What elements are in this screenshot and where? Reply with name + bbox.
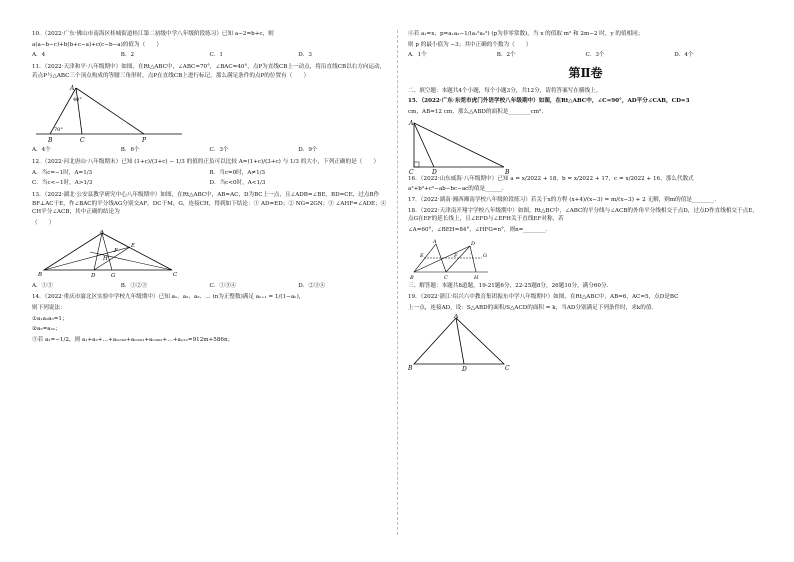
q11-options xyxy=(32,146,387,155)
q15-figure xyxy=(408,119,518,175)
q13-label-d: D xyxy=(91,272,96,279)
q11-stem: 11．（2022·天津和平·八年级期中）如图，在Rt△ABC中，∠ABC=70°，∠BAC=40°，点P为直线CB上一动点，将沿直线CB以右方向运动，若点P与△ABC三个顶点构成的等腰三角形时，点P在直线CB上进行标记，那么满足条件的点P的位置有（ ） xyxy=(32,63,386,79)
q13-option-b[interactable]: B．①②③ xyxy=(120,282,148,289)
q11-option-d[interactable]: D．9个 xyxy=(298,147,318,154)
q14-item-3: ③若 a₁=−1/2，则 a₁+a₂+…+aₘ₆₀₀+aₘ₆₀₁+aₘ₆₀₂+…+aₙ₂ₙ=912m+586n； xyxy=(32,336,234,343)
question-15 xyxy=(408,97,763,174)
question-10 xyxy=(32,30,387,60)
question-12 xyxy=(32,158,387,188)
q16-stem: 16．（2022·山东威海·八年级期中）已知 a = x/2022 + 18，b = x/2022 + 17，c = x/2022 + 16，那么代数式 xyxy=(408,175,694,182)
question-13 xyxy=(32,191,387,290)
q18-label-a: A xyxy=(433,239,437,246)
q18-label-e: E xyxy=(420,253,424,260)
q12-stem: 12．（2022·河北唐山·八年级期末）已知 (1+c)/(3+c) − 1/3 的值的正负可以比较 A=(1+c)/(3+c) 与 1/3 的大小，下列正确的是（ ） xyxy=(32,158,380,165)
q13-label-b: B xyxy=(38,271,43,278)
q10-option-b[interactable]: B．2 xyxy=(120,52,135,59)
q19-label-a: A xyxy=(454,314,459,321)
q15-label-d: D xyxy=(432,168,437,175)
question-14-continued xyxy=(408,30,763,60)
q15-stem: 15．（2022·广东·东莞市虎门外语学校八年级期中）如图，在Rt△ABC中，∠C=90°，AD平分∠CAB，CD=3 xyxy=(408,98,690,105)
q13-figure xyxy=(32,230,192,280)
q14-options xyxy=(408,51,763,60)
q19-stem: 19．（2022·浙江·绍兴六中教育集团振东中学八年级期中）如图，在Rt△ABC中，AB=6，AC=5，点D是BC xyxy=(408,294,679,301)
q14-item-1: ①a₁a₂a₃=1； xyxy=(32,315,68,322)
q13-label-g: G xyxy=(111,272,116,279)
q19-label-d: D xyxy=(462,366,467,373)
section-title: 第Ⅱ卷 xyxy=(568,65,603,80)
q14-stem: 14．（2022·重庆市渝北区实验中学校九年级期中）已知 a₁、a₂、a₃、… (n为正整数)满足 aₙ₊₁ = 1/(1−aₙ)， xyxy=(32,294,305,301)
q12-options xyxy=(32,169,387,188)
q10-option-a[interactable]: A．4 xyxy=(32,52,46,59)
q13-label-f: F xyxy=(114,247,118,254)
q18-label-h: H xyxy=(474,275,479,282)
q15-line2: cm，AB=12 cm，那么△ABD的面积是________cm². xyxy=(408,108,544,115)
part3-heading: 三、解答题：本题共8道题，19-21题6分，22-25题8分，26题10分，满分60分. xyxy=(408,283,609,290)
q13-label-a: A xyxy=(100,229,104,235)
column-divider xyxy=(397,30,398,535)
question-18 xyxy=(408,207,763,283)
q11-label-70: 70° xyxy=(54,127,63,134)
right-column xyxy=(408,30,763,372)
q15-label-c: C xyxy=(409,168,414,175)
q16-line2: a²+b²+c²−ab−bc−ac的值是______. xyxy=(408,186,504,193)
q14-option-a[interactable]: A．1个 xyxy=(408,52,427,59)
q18-label-d: D xyxy=(471,241,476,248)
q14-item-4: ④若 a₁=x，p=a₁a₂−1/(a₁²a₂²) (p为非零常数)，当 x 的值取 m² 和 2m−2 时，y 的值相同； xyxy=(408,31,644,37)
q13-options xyxy=(32,282,387,291)
q11-label-c: C xyxy=(80,137,85,145)
q10-option-d[interactable]: D．3 xyxy=(298,52,312,59)
q13-option-a[interactable]: A．①③ xyxy=(32,282,53,289)
q14-cont-line2: 则 p 的最小值为 −3；其中正确的个数为（ ） xyxy=(408,41,532,48)
q19-label-b: B xyxy=(408,365,413,373)
q12-option-c[interactable]: C．当c<−1时，A>1/3 xyxy=(32,180,93,187)
q10-options xyxy=(32,51,387,60)
q18-figure xyxy=(408,236,498,282)
q13-stem: 13．（2022·湖北·公安县教学研究中心八年级期中）如图，在Rt△ABC中，AB=AC，D为BC上一点，且∠ADB=∠BE，BD=CE，过点B作BF⊥AC于E，作∠BAC的平分线AG分别交AF，DC于M，G，连接CH，得到如下结论：① AD=ED；② NG=2GN；③ ∠AHF=∠ADE；④ CH平分∠ACB，其中正确的结论为 xyxy=(32,191,387,216)
q18-line2: ∠A=60°，∠BEH=84°，∠HFG=n°，则n=________. xyxy=(408,226,548,233)
question-17 xyxy=(408,196,763,205)
q14-option-b[interactable]: B．2个 xyxy=(496,52,516,59)
q12-option-d[interactable]: D．当c<0时，A<1/3 xyxy=(209,180,266,187)
left-column xyxy=(32,30,387,346)
q15-label-b: B xyxy=(505,168,510,175)
q11-label-p: P xyxy=(142,137,147,145)
q11-label-40: 40° xyxy=(73,97,82,104)
q11-option-a[interactable]: A．4个 xyxy=(32,147,51,154)
question-16 xyxy=(408,175,763,194)
q19-figure xyxy=(408,314,518,372)
q13-label-c: C xyxy=(173,271,178,278)
q11-label-a: A xyxy=(70,85,75,93)
q13-option-d[interactable]: D．②③④ xyxy=(298,282,326,289)
q10-option-c[interactable]: C．1 xyxy=(209,52,223,59)
q13-paren: （ ） xyxy=(32,219,55,226)
q17-stem: 17．（2022·湖南·湘西湘南学校八年级阶段练习）若关于x的方程 (x+4)/(x−3) = m/(x−3) + 2 无解，则m的值是________. xyxy=(408,196,717,203)
q14-option-c[interactable]: C．3个 xyxy=(585,52,605,59)
question-14 xyxy=(32,293,387,344)
q11-label-b: B xyxy=(48,137,53,145)
q11-figure xyxy=(32,82,192,144)
q19-line2: 上一点，连接AD，设：S△ABD的面积/S△ACD的面积 = k，当AD分别满足下列条件时，求k的值. xyxy=(408,304,654,311)
q11-option-b[interactable]: B．6个 xyxy=(120,147,140,154)
q14-item-2: ②a₃=a₃ₙ； xyxy=(32,326,61,333)
q10-stem: 10．（2022·广东·佛山市南海区桂城街道桂江第二初级中学八年级阶段练习）已知 a−2=b+c，则 xyxy=(32,31,274,37)
q14-option-d[interactable]: D．4个 xyxy=(674,52,694,59)
q11-option-c[interactable]: C．3个 xyxy=(209,147,229,154)
q18-label-f: F xyxy=(454,253,458,260)
question-11 xyxy=(32,63,387,155)
q13-label-e: E xyxy=(131,242,136,249)
question-19 xyxy=(408,293,763,372)
q14-line2: 则下列说法： xyxy=(32,304,66,311)
q12-option-b[interactable]: B．当c=0时，A≠1/3 xyxy=(209,169,266,176)
q18-stem: 18．（2022·天津南开翔宇学校八年级期中）如图，Rt△BC中，∠ABC的平分线与∠ACB的外角平分线相交于点D，过点D作直线相交于点E，点G在EF的延长线上，且∠EFD与∠EFH关于直线EF对称，若 xyxy=(408,207,758,223)
q13-option-c[interactable]: C．①③④ xyxy=(209,282,237,289)
q19-label-c: C xyxy=(505,365,510,373)
q13-label-h: H xyxy=(103,255,108,262)
q12-option-a[interactable]: A．当c=−1时，A=1/3 xyxy=(32,169,93,176)
q10-expression: a(a−b−c)+b(b+c−a)+c(c−b−a)的值为（ ） xyxy=(32,41,162,48)
q18-label-b: B xyxy=(410,275,414,282)
q15-label-a: A xyxy=(409,119,414,127)
part2-heading: 二、填空题：本题共4个小题，每个小题3分，共12分，请将答案写在横线上。 xyxy=(408,87,602,94)
q18-label-g: G xyxy=(483,253,487,260)
q18-label-c: C xyxy=(444,275,448,282)
